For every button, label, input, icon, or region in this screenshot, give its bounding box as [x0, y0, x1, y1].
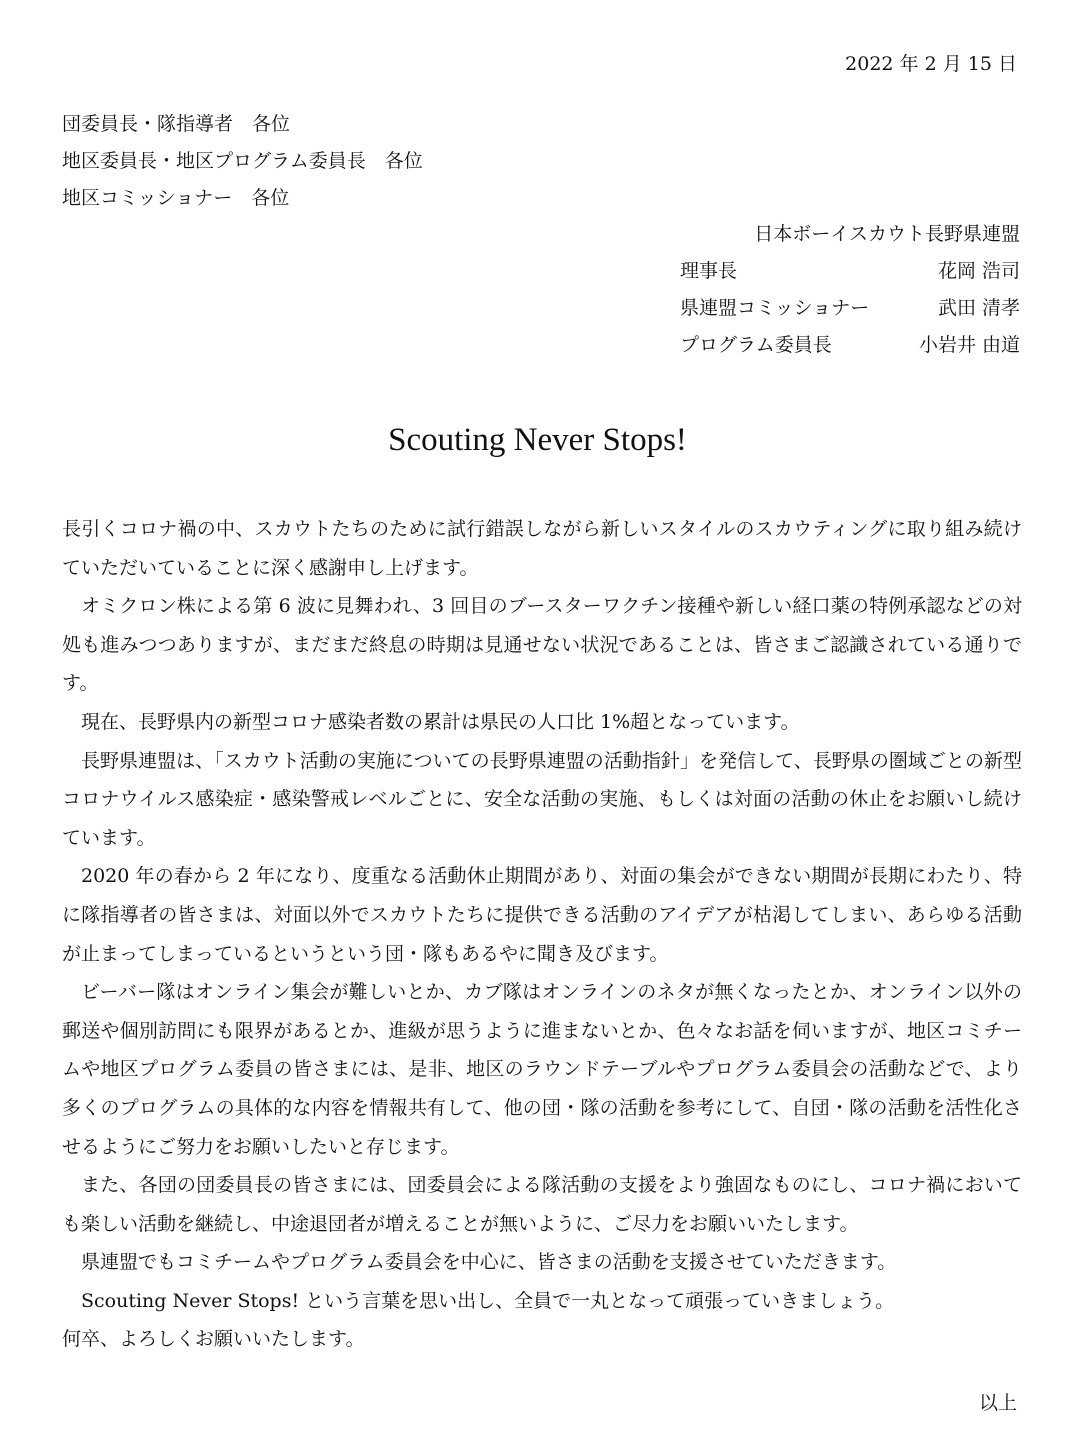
signatory-row	[680, 290, 1020, 327]
recipient-line: 団委員長・隊指導者 各位	[62, 113, 291, 135]
body-paragraph: 何卒、よろしくお願いいたします。	[62, 1328, 365, 1351]
body-paragraph: 長野県連盟は、「スカウト活動の実施についての長野県連盟の活動指針」を発信して、長野県の圏域ごとの新型コロナウイルス感染症・感染警戒レベルごとに、安全な活動の実施、もしくは対面の活動の休止をお願いし続けています。	[62, 749, 1022, 849]
body-paragraph: オミクロン株による第 6 波に見舞われ、3 回目のブースターワクチン接種や新しい経口薬の特例承認などの対処も進みつつありますが、まだまだ終息の時期は見通せない状況であることは、皆さまご認識されている通りです。	[62, 595, 1022, 695]
letter-date: 2022 年 2 月 15 日	[845, 53, 1017, 75]
recipient-list	[62, 106, 423, 217]
body-paragraph: 長引くコロナ禍の中、スカウトたちのために試行錯誤しながら新しいスタイルのスカウティングに取り組み続けていただいていることに深く感謝申し上げます。	[62, 518, 1022, 579]
body-paragraph: ビーバー隊はオンライン集会が難しいとか、カブ隊はオンラインのネタが無くなったとか、オンライン以外の郵送や個別訪問にも限界があるとか、進級が思うように進まないとか、色々なお話を伺いますが、地区コミチームや地区プログラム委員の皆さまには、是非、地区のラウンドテーブルやプログラム委員会の活動などで、より多くのプログラムの具体的な内容を情報共有して、他の団・隊の活動を参考にして、自団・隊の活動を活性化させるようにご努力をお願いしたいと存じます。	[62, 981, 1022, 1158]
body-paragraph: 県連盟でもコミチームやプログラム委員会を中心に、皆さまの活動を支援させていただきます。	[81, 1251, 897, 1274]
body-paragraph: 2020 年の春から 2 年になり、度重なる活動休止期間があり、対面の集会ができない期間が長期にわたり、特に隊指導者の皆さまは、対面以外でスカウトたちに提供できる活動のアイデアが枯渇してしまい、あらゆる活動が止まってしまっているというという団・隊もあるやに聞き及びます。	[62, 865, 1022, 965]
signatory-name: 武田 清孝	[937, 297, 1020, 319]
signatory-name: 小岩井 由道	[918, 334, 1020, 356]
recipient-line: 地区コミッショナー 各位	[62, 187, 290, 209]
signatory-row	[680, 327, 1020, 364]
signatory-role: 県連盟コミッショナー	[680, 297, 870, 319]
signatory-name: 花岡 浩司	[937, 260, 1020, 282]
sender-organization: 日本ボーイスカウト長野県連盟	[754, 223, 1020, 245]
letter-title: Scouting Never Stops!	[388, 422, 687, 458]
sender-block	[680, 216, 1020, 364]
signatory-row	[680, 253, 1020, 290]
recipient-line: 地区委員長・地区プログラム委員長 各位	[62, 150, 423, 172]
signatory-role: プログラム委員長	[680, 334, 832, 356]
letter-body	[62, 510, 1022, 1359]
closing-mark: 以上	[978, 1392, 1017, 1414]
body-paragraph: また、各団の団委員長の皆さまには、団委員会による隊活動の支援をより強固なものにし、コロナ禍においても楽しい活動を継続し、中途退団者が増えることが無いように、ご尽力をお願いいたします。	[62, 1174, 1022, 1235]
body-paragraph: 現在、長野県内の新型コロナ感染者数の累計は県民の人口比 1%超となっています。	[81, 710, 800, 733]
body-paragraph: Scouting Never Stops! という言葉を思い出し、全員で一丸となって頑張っていきましょう。	[81, 1289, 895, 1312]
signatory-role: 理事長	[680, 260, 738, 282]
